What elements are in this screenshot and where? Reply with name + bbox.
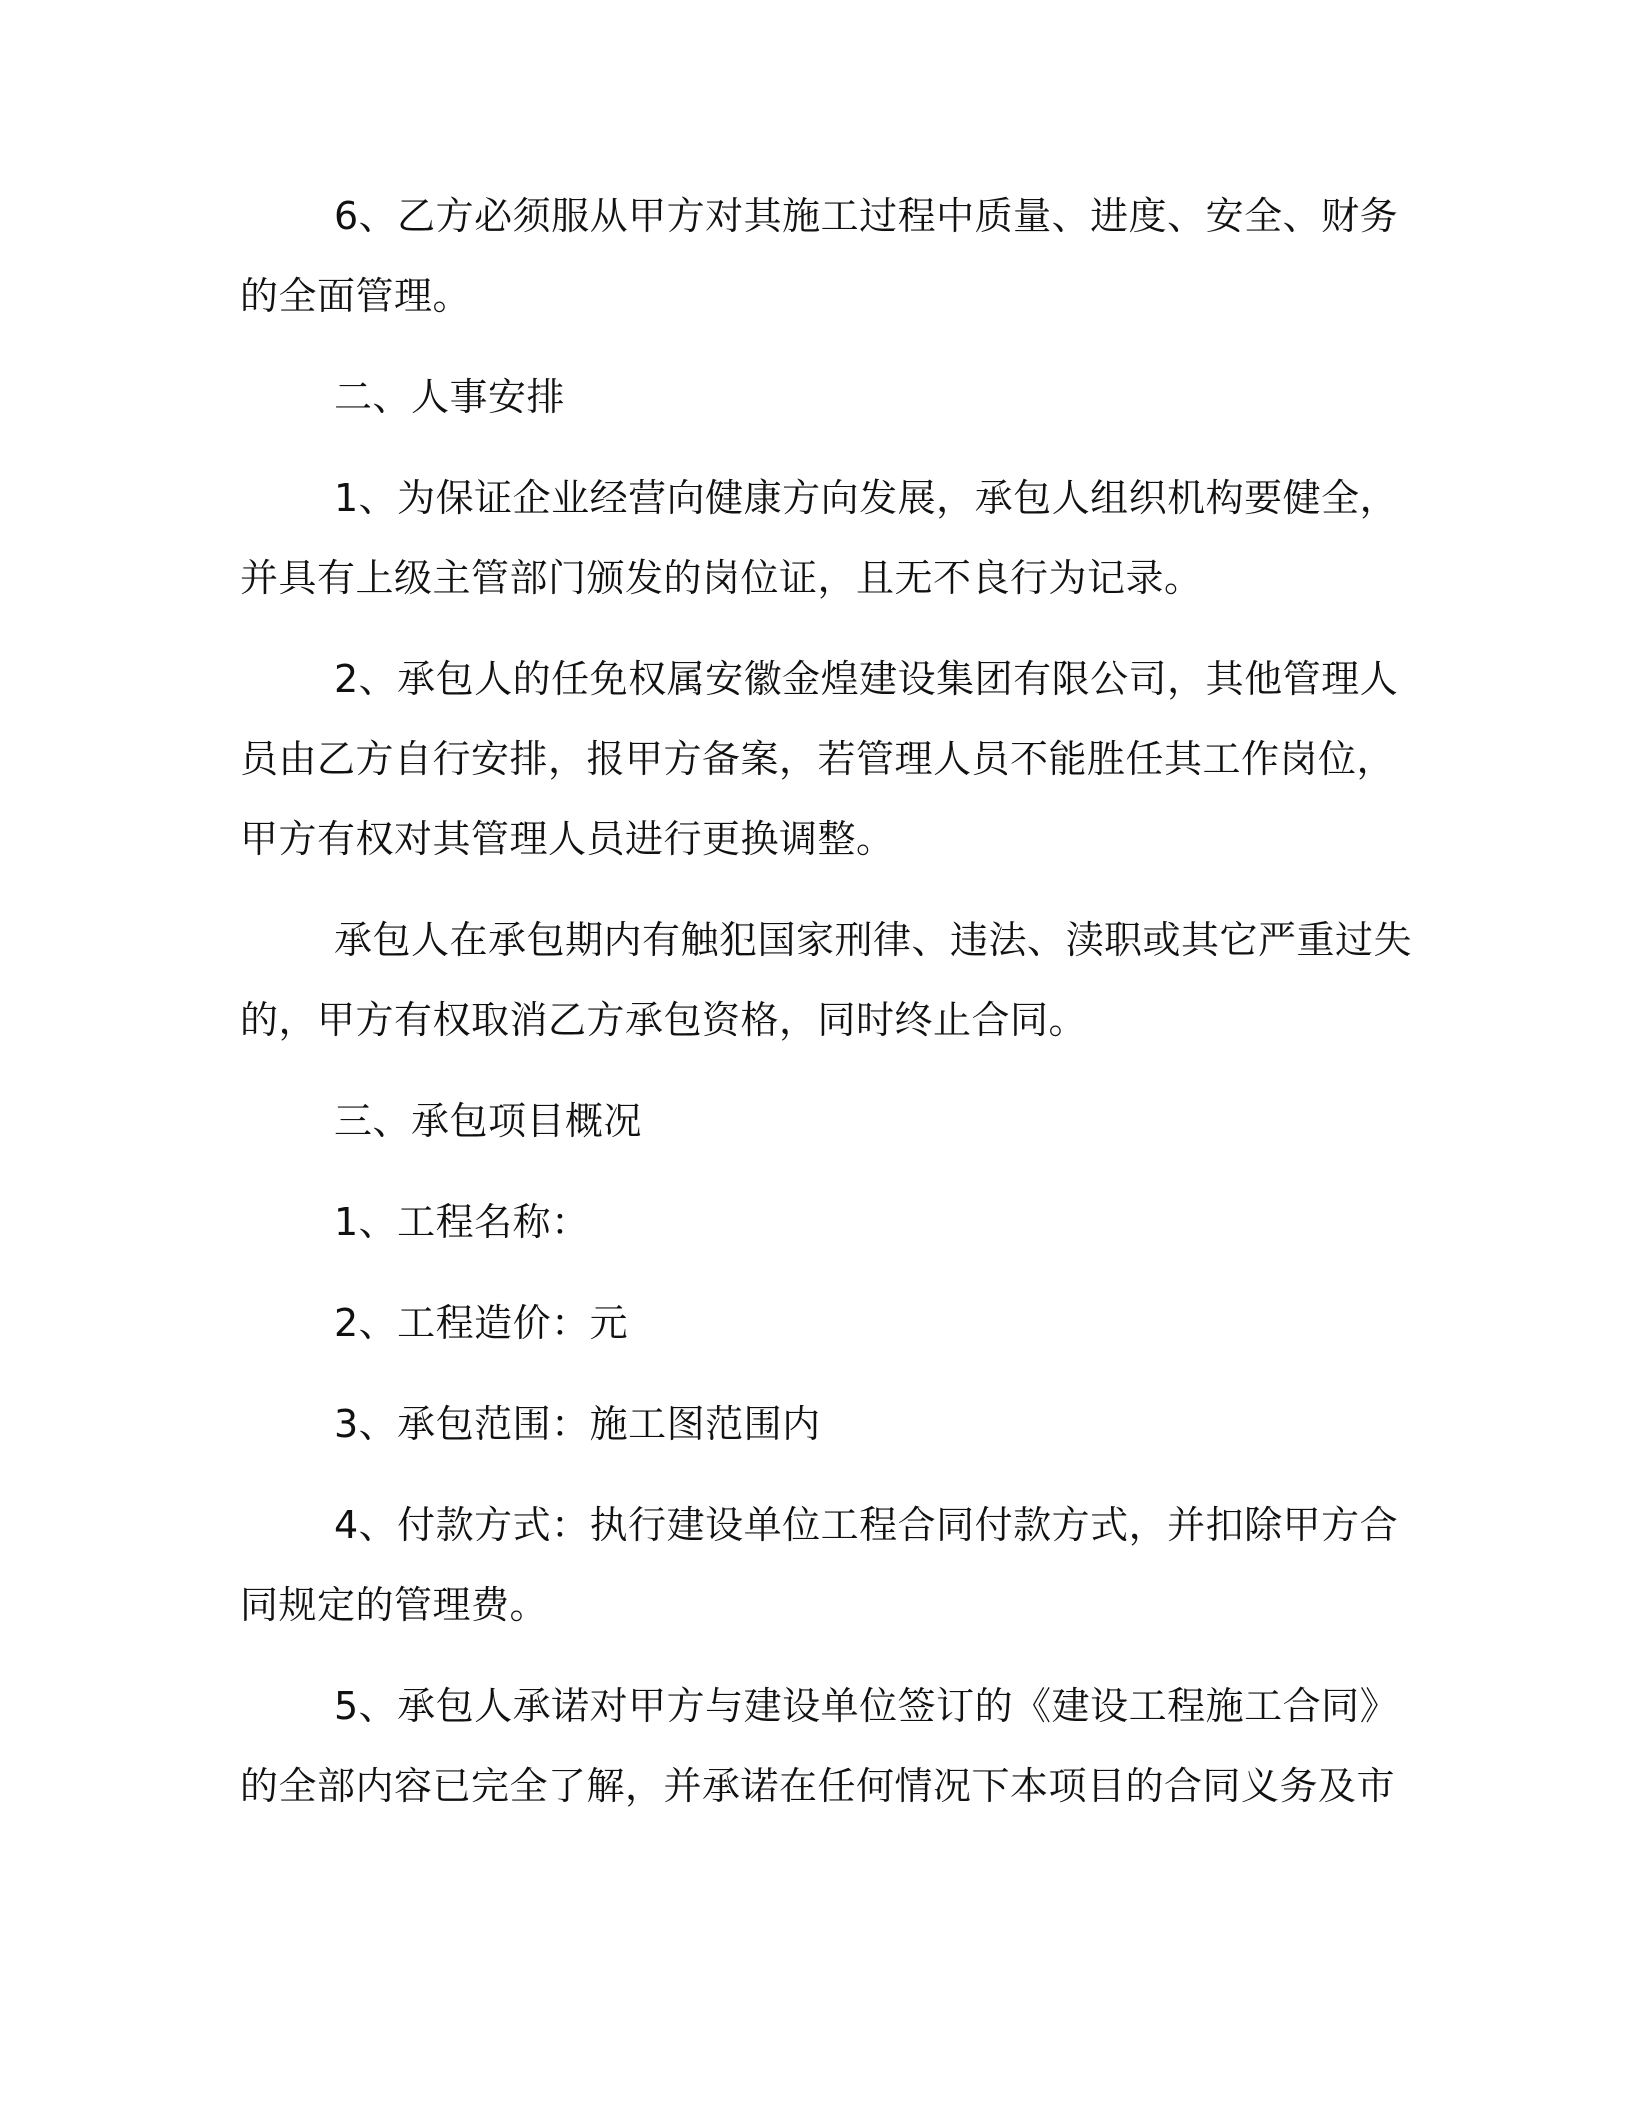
payment-method-line-2: 同规定的管理费。 [240,1583,549,1627]
project-name-line: 1、工程名称： [334,1200,590,1244]
clause-6-line-1: 6、乙方必须服从甲方对其施工过程中质量、进度、安全、财务 [334,194,1399,238]
clause-2-1-line-2: 并具有上级主管部门颁发的岗位证，且无不良行为记录。 [240,556,1203,600]
project-scope-line: 3、承包范围：施工图范围内 [334,1402,821,1446]
payment-method-line-1: 4、付款方式：执行建设单位工程合同付款方式，并扣除甲方合 [334,1503,1399,1547]
clause-6-line-2: 的全面管理。 [240,274,472,318]
section-3-heading: 三、承包项目概况 [334,1099,643,1143]
paragraph-termination-line-2: 的，甲方有权取消乙方承包资格，同时终止合同。 [240,998,1088,1042]
clause-3-5-line-1: 5、承包人承诺对甲方与建设单位签订的《建设工程施工合同》 [334,1684,1399,1728]
clause-2-1-line-1: 1、为保证企业经营向健康方向发展，承包人组织机构要健全， [334,476,1399,520]
paragraph-termination-line-1: 承包人在承包期内有触犯国家刑律、违法、渎职或其它严重过失 [334,918,1413,962]
section-2-heading: 二、人事安排 [334,375,566,419]
clause-2-2-line-3: 甲方有权对其管理人员进行更换调整。 [240,817,895,861]
clause-2-2-line-2: 员由乙方自行安排，报甲方备案，若管理人员不能胜任其工作岗位， [240,737,1396,781]
project-cost-line: 2、工程造价：元 [334,1301,629,1345]
clause-3-5-line-2: 的全部内容已完全了解，并承诺在任何情况下本项目的合同义务及市 [240,1764,1396,1808]
clause-2-2-line-1: 2、承包人的任免权属安徽金煌建设集团有限公司，其他管理人 [334,657,1399,701]
